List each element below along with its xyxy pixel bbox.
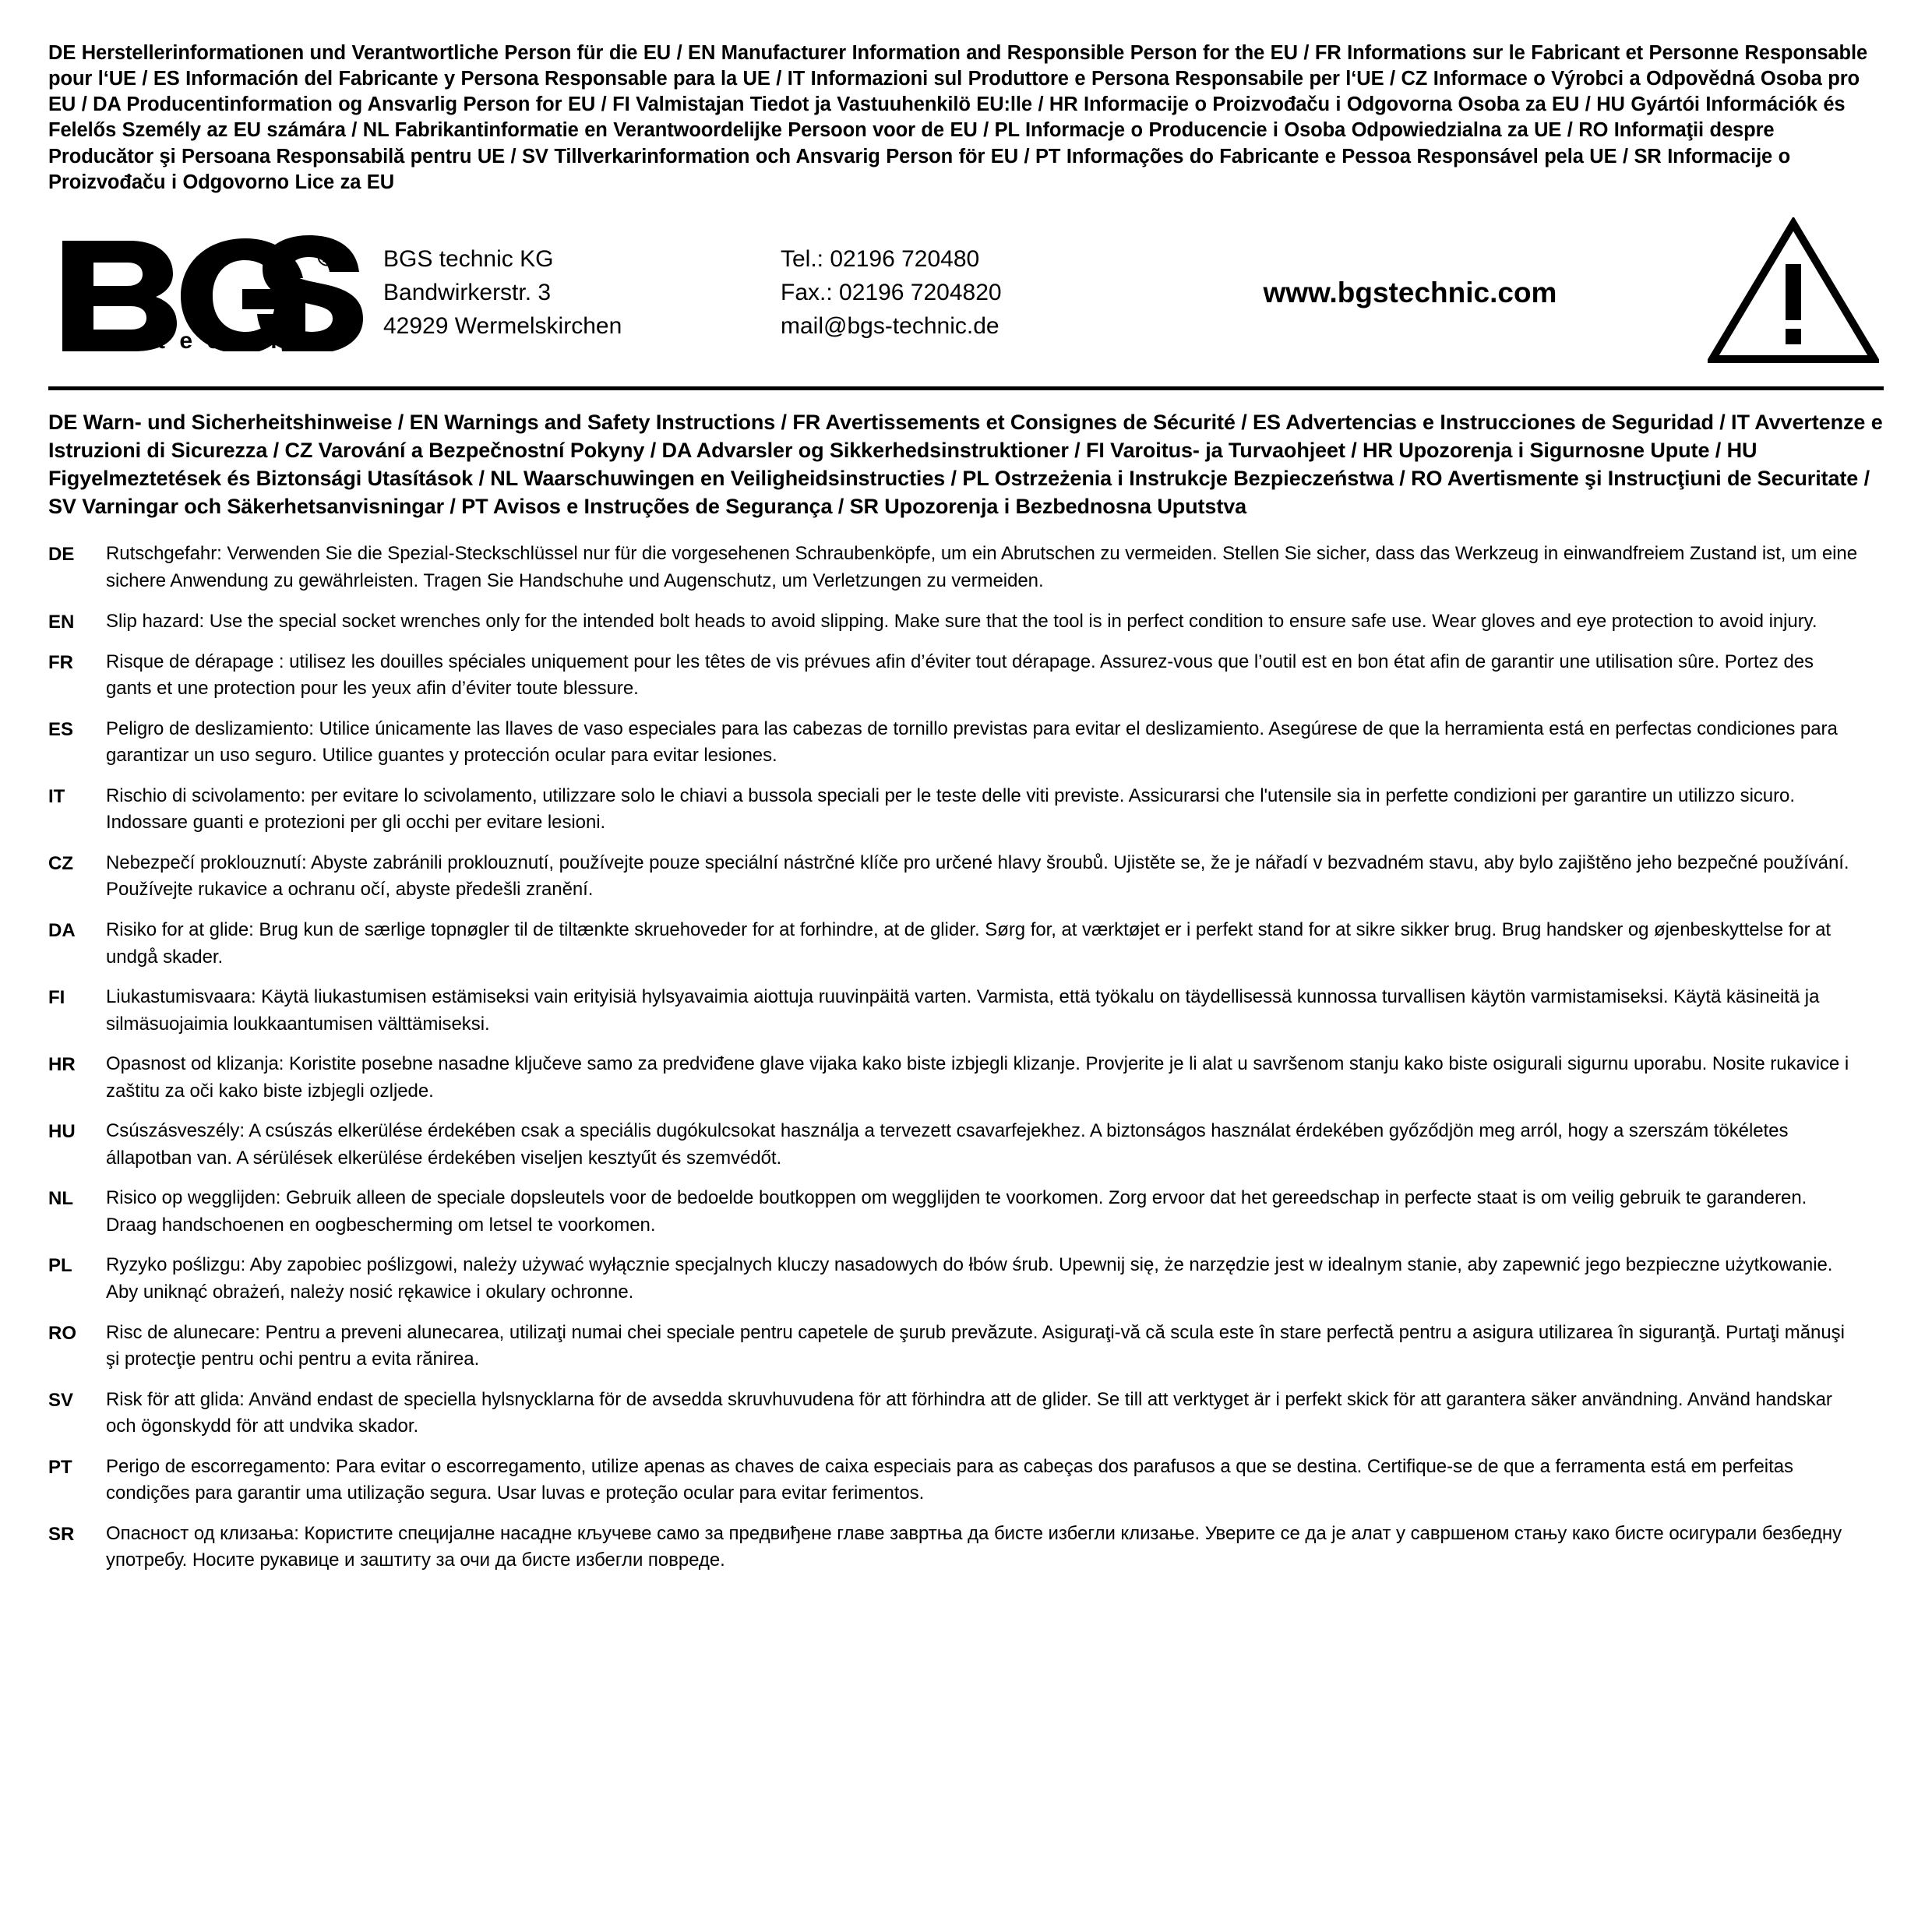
- language-code: FR: [48, 651, 73, 673]
- bgs-logo: [48, 234, 383, 351]
- language-code: CZ: [48, 852, 73, 874]
- instruction-text: Perigo de escorregamento: Para evitar o escorregamento, utilize apenas as chaves de caixa especiais para as cabeças dos parafusos a que se destina. Certifique-se de que a ferramenta está em perfeitas condições para garantir uma utilização segura. Usar luvas e proteção ocular para evitar ferimentos.: [106, 1455, 1793, 1504]
- instruction-text: Slip hazard: Use the special socket wrenches only for the intended bolt heads to avoid slipping. Make sure that the tool is in perfect condition to ensure safe use. Wear gloves and eye protection to avoid injury.: [106, 610, 1817, 632]
- instruction-text: Opasnost od klizanja: Koristite posebne nasadne ključeve samo za predviđene glave vijaka kako biste izbjegli klizanje. Provjerite je li alat u savršenom stanju kako biste osigurali sigurnu uporabu. Nosite rukavice i zaštitu za oči kako biste izbjegli ozljede.: [106, 1053, 1849, 1102]
- instructions-list: [48, 541, 1884, 1574]
- language-code: NL: [48, 1188, 73, 1210]
- list-item: [48, 850, 1884, 904]
- company-website[interactable]: www.bgstechnic.com: [1263, 277, 1557, 309]
- company-header-band: [48, 210, 1884, 390]
- list-item: [48, 1051, 1884, 1105]
- language-code: HU: [48, 1121, 76, 1143]
- instruction-text: Risque de dérapage : utilisez les douilles spéciales uniquement pour les têtes de vis prévues afin d’éviter tout dérapage. Assurez-vous que l’outil est en bon état afin de garantir une utilisation sûre. Portez des gants et une protection pour les yeux afin d’éviter toute blessure.: [106, 650, 1814, 700]
- warning-triangle-graphic: [1708, 217, 1879, 365]
- language-code: EN: [48, 611, 75, 633]
- list-item: [48, 984, 1884, 1038]
- language-code: ES: [48, 718, 74, 740]
- language-code: IT: [48, 785, 65, 807]
- instruction-text: Nebezpečí proklouznutí: Abyste zabránili proklouznutí, používejte pouze speciální nástrčné klíče pro určené hlavy šroubů. Ujistěte se, že je nářadí v bezvadném stavu, aby bylo zajištěno jeho bezpečné používání. Používejte rukavice a ochranu očí, abyste předešli zranění.: [106, 851, 1849, 901]
- list-item: [48, 649, 1884, 703]
- svg-text:t e c h n i c: t e c h n i c: [157, 328, 330, 352]
- company-tel: Tel.: 02196 720480: [781, 246, 980, 273]
- company-street: Bandwirkerstr. 3: [383, 280, 552, 306]
- instruction-text: Risiko for at glide: Brug kun de særlige topnøgler til de tiltænkte skruehoveder for at forhindre, at de glider. Sørg for, at værktøjet er i perfekt stand for at sikre sikker brug. Brug handsker og øjenbeskyttelse for at undgå skader.: [106, 919, 1832, 968]
- bgs-logo-graphic: [56, 234, 368, 351]
- list-item: [48, 917, 1884, 971]
- language-code: RO: [48, 1322, 76, 1344]
- language-code: FI: [48, 987, 65, 1009]
- company-contact: [781, 243, 1147, 343]
- instruction-text: Risk för att glida: Använd endast de speciella hylsnycklarna för de avsedda skruvhuvudena för att förhindra att de glider. Se till att verktyget är i perfekt skick för att garantera säker användning. Använd handskar och ögonskydd för att undvika skador.: [106, 1388, 1832, 1437]
- company-name: BGS technic KG: [383, 246, 554, 273]
- svg-text:®: ®: [317, 242, 337, 273]
- list-item: [48, 716, 1884, 770]
- company-email[interactable]: mail@bgs-technic.de: [781, 312, 999, 339]
- language-code: HR: [48, 1054, 76, 1076]
- company-address: [383, 243, 781, 343]
- list-item: [48, 541, 1884, 594]
- instruction-text: Опасност од клизања: Користите специјалне насадне кључеве само за предвиђене главе завртња да бисте избегли клизање. Уверите се да је алат у савршеном стању како бисте осигурали безбедну употребу. Носите рукавице и заштиту за очи да бисте избегли повреде.: [106, 1522, 1842, 1571]
- language-code: PT: [48, 1456, 72, 1478]
- language-code: DE: [48, 544, 75, 566]
- instruction-text: Risico op wegglijden: Gebruik alleen de speciale dopsleutels voor de bedoelde boutkoppen om wegglijden te voorkomen. Zorg ervoor dat het gereedschap in perfecte staat is om veilig gebruik te garanderen. Draag handschoenen en oogbescherming om letsel te voorkomen.: [106, 1187, 1807, 1236]
- list-item: [48, 1320, 1884, 1373]
- list-item: [48, 1454, 1884, 1507]
- list-item: [48, 1118, 1884, 1172]
- warning-triangle-icon: [1705, 217, 1884, 369]
- list-item: [48, 1387, 1884, 1440]
- list-item: [48, 1521, 1884, 1574]
- instruction-text: Liukastumisvaara: Käytä liukastumisen estämiseksi vain erityisiä hylsyavaimia aiottuja ruuvinpäitä varten. Varmista, että työkalu on täydellisessä kunnossa turvallisen käytön varmistamiseksi. Käytä käsineitä ja silmäsuojaimia loukkaantumisen välttämiseksi.: [106, 986, 1820, 1035]
- instruction-text: Peligro de deslizamiento: Utilice únicamente las llaves de vaso especiales para las cabezas de tornillo previstas para evitar el deslizamiento. Asegúrese de que la herramienta está en perfectas condiciones para garantizar un uso seguro. Utilice guantes y protección ocular para evitar lesiones.: [106, 717, 1838, 767]
- language-code: PL: [48, 1255, 72, 1277]
- list-item: [48, 1185, 1884, 1239]
- language-code: DA: [48, 920, 76, 942]
- company-city: 42929 Wermelskirchen: [383, 312, 622, 339]
- language-code: SR: [48, 1523, 75, 1545]
- instruction-text: Risc de alunecare: Pentru a preveni alunecarea, utilizaţi numai chei speciale pentru capetele de şurub prevăzute. Asiguraţi-vă că scula este în stare perfectă pentru a asigura utilizarea în siguranţă. Purtaţi mănuşi şi protecţie pentru ochi pentru a evita rănirea.: [106, 1321, 1845, 1370]
- instruction-text: Ryzyko poślizgu: Aby zapobiec poślizgowi, należy używać wyłącznie specjalnych kluczy nasadowych do łbów śrub. Upewnij się, że narzędzie jest w idealnym stanie, aby zapewnić jego bezpieczne użytkowanie. Aby uniknąć obrażeń, należy nosić rękawice i okulary ochronne.: [106, 1254, 1833, 1303]
- list-item: [48, 1252, 1884, 1306]
- list-item: [48, 608, 1884, 636]
- instruction-text: Rutschgefahr: Verwenden Sie die Spezial-Steckschlüssel nur für die vorgesehenen Schraubenköpfe, um ein Abrutschen zu vermeiden. Stellen Sie sicher, dass das Werkzeug in einwandfreiem Zustand ist, um eine sichere Anwendung zu gewährleisten. Tragen Sie Handschuhe und Augenschutz, um Verletzungen zu vermeiden.: [106, 543, 1857, 592]
- list-item: [48, 783, 1884, 837]
- manufacturer-info-heading: DE Herstellerinformationen und Verantwortliche Person für die EU / EN Manufacturer Information and Responsible Person for the EU / FR Informations sur le Fabricant et Personne Responsable pour l‘UE / ES Información del Fabricante y Persona Responsable para la UE / IT Informazioni sul Produttore e Persona Responsabile per l‘UE / CZ Informace o Výrobci a Odpovědná Osoba pro EU / DA Producentinformation og Ansvarlig Person for EU / FI Valmistajan Tiedot ja Vastuuhenkilö EU:lle / HR Informacije o Proizvođaču i Odgovorna Osoba za EU / HU Gyártói Információk és Felelős Személy az EU számára / NL Fabrikantinformatie en Verantwoordelijke Persoon voor de EU / PL Informacje o Producencie i Osoba Odpowiedzialna za UE / RO Informaţii despre Producător şi Persoana Responsabilă pentru UE / SV Tillverkarinformation och Ansvarig Person för EU / PT Informações do Fabricante e Pessoa Responsável pela UE / SR Informacije o Proizvođaču i Odgovorno Lice za EU: [48, 42, 1868, 193]
- instruction-text: Csúszásveszély: A csúszás elkerülése érdekében csak a speciális dugókulcsokat használja a tervezett csavarfejekhez. A biztonságos használat érdekében győződjön meg arról, hogy a szerszám tökéletes állapotban van. A sérülések elkerülése érdekében viseljen kesztyűt és szemvédőt.: [106, 1120, 1789, 1169]
- language-code: SV: [48, 1389, 74, 1411]
- warnings-heading: DE Warn- und Sicherheitshinweise / EN Warnings and Safety Instructions / FR Avertissements et Consignes de Sécurité / ES Advertencias e Instrucciones de Seguridad / IT Avvertenze e Istruzioni di Sicurezza / CZ Varování a Bezpečnostní Pokyny / DA Advarsler og Sikkerhedsinstruktioner / FI Varoitus- ja Turvaohjeet / HR Upozorenja i Sigurnosne Upute / HU Figyelmeztetések és Biztonsági Utasítások / NL Waarschuwingen en Veiligheidsinstructies / PL Ostrzeżenia i Instrukcje Bezpieczeństwa / RO Avertismente şi Instrucţiuni de Securitate / SV Varningar och Säkerhetsanvisningar / PT Avisos e Instruções de Segurança / SR Upozorenja i Bezbednosna Uputstva: [48, 410, 1883, 518]
- instruction-text: Rischio di scivolamento: per evitare lo scivolamento, utilizzare solo le chiavi a bussola speciali per le teste delle viti previste. Assicurarsi che l'utensile sia in perfette condizioni per garantire un utilizzo sicuro. Indossare guanti e protezioni per gli occhi per evitare lesioni.: [106, 784, 1795, 834]
- company-fax: Fax.: 02196 7204820: [781, 280, 1002, 306]
